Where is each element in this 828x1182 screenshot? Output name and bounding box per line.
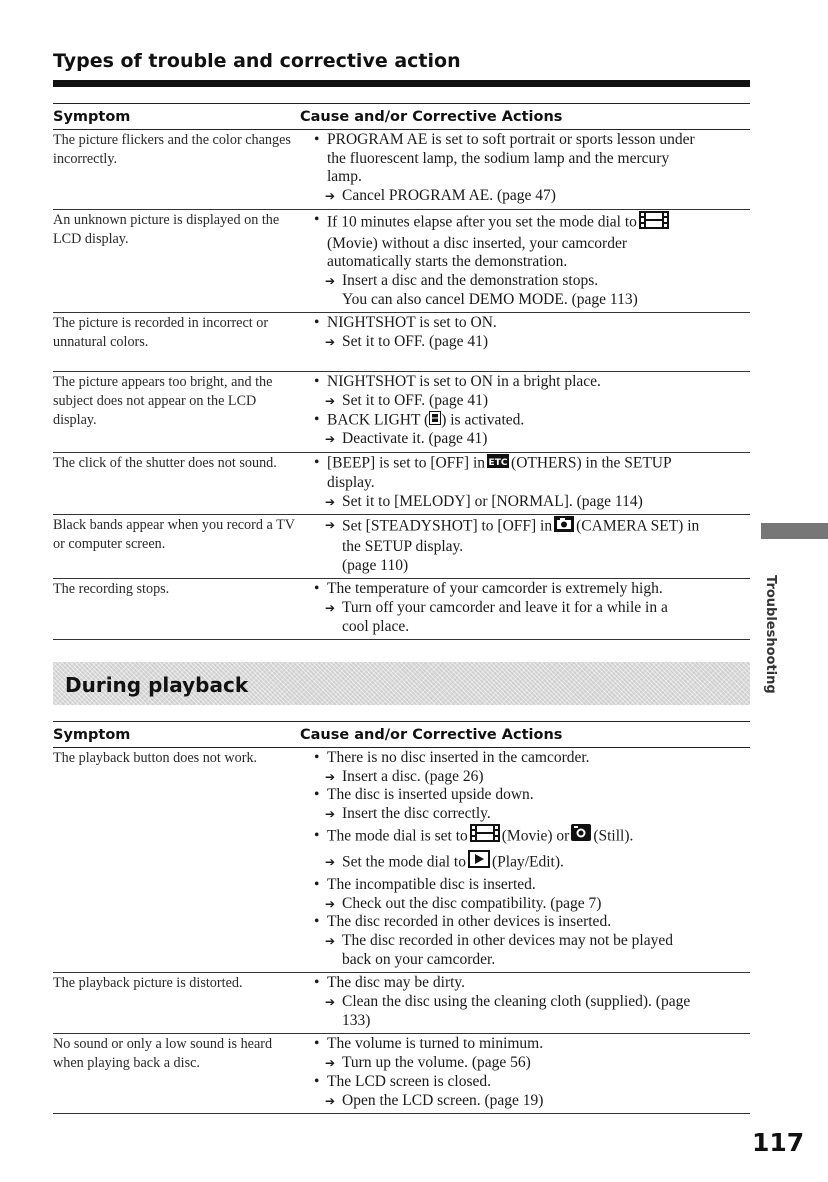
action-line bbox=[300, 850, 750, 876]
cause-text: (OTHERS) in the SETUP bbox=[511, 454, 672, 472]
cause-cell bbox=[300, 579, 750, 640]
symptom-cell: The recording stops. bbox=[53, 579, 300, 640]
table-row bbox=[53, 1034, 750, 1114]
cause-line: lamp. bbox=[327, 168, 362, 186]
action-line: ➔ Insert a disc and the demonstration stops. bbox=[300, 272, 750, 291]
cause-text: The mode dial is set to bbox=[327, 827, 468, 845]
action-line: ➔ Deactivate it. (page 41) bbox=[300, 430, 750, 449]
action-line: ➔ Turn off your camcorder and leave it for a while in a bbox=[300, 599, 750, 618]
cause-line: • NIGHTSHOT is set to ON in a bright place. bbox=[300, 373, 750, 392]
cause-line bbox=[300, 411, 750, 431]
symptom-cell: No sound or only a low sound is heard when playing back a disc. bbox=[53, 1034, 300, 1114]
action-line: the SETUP display. bbox=[342, 537, 464, 555]
cause-text: BACK LIGHT ( bbox=[327, 411, 430, 429]
table-row bbox=[53, 453, 750, 515]
cause-cell bbox=[300, 209, 750, 313]
symptom-cell: The picture appears too bright, and the subject does not appear on the LCD display. bbox=[53, 372, 300, 453]
etc-menu-icon bbox=[487, 454, 509, 474]
symptom-header: Symptom bbox=[53, 722, 300, 748]
page-title: Types of trouble and corrective action bbox=[53, 50, 461, 72]
action-line: ➔ Set it to OFF. (page 41) bbox=[300, 392, 750, 411]
camera-set-icon bbox=[554, 516, 574, 538]
action-line: back on your camcorder. bbox=[342, 950, 496, 968]
table-row bbox=[53, 579, 750, 640]
cause-line: • The temperature of your camcorder is extremely high. bbox=[300, 580, 750, 599]
symptom-cell: The click of the shutter does not sound. bbox=[53, 453, 300, 515]
cause-text: [BEEP] is set to [OFF] in bbox=[327, 454, 486, 472]
symptom-cell: Black bands appear when you record a TV or computer screen. bbox=[53, 515, 300, 579]
action-line: ➔ Insert a disc. (page 26) bbox=[300, 768, 750, 787]
action-text: Set the mode dial to bbox=[342, 853, 466, 871]
action-line: You can also cancel DEMO MODE. (page 113) bbox=[342, 290, 638, 308]
camera-icon bbox=[571, 824, 591, 849]
table-row bbox=[53, 130, 750, 210]
heading-rule bbox=[53, 80, 750, 87]
cause-text: If 10 minutes elapse after you set the mode dial to bbox=[327, 213, 637, 231]
cause-cell bbox=[300, 453, 750, 515]
cause-line: the fluorescent lamp, the sodium lamp and the mercury bbox=[327, 149, 670, 167]
page-number: 117 bbox=[752, 1128, 805, 1157]
action-line: (page 110) bbox=[342, 556, 409, 574]
action-line: ➔ The disc recorded in other devices may not be played bbox=[300, 932, 750, 951]
action-text: (CAMERA SET) in bbox=[576, 517, 700, 535]
cause-cell bbox=[300, 313, 750, 372]
cause-line: • PROGRAM AE is set to soft portrait or sports lesson under bbox=[300, 131, 750, 150]
cause-line: automatically starts the demonstration. bbox=[327, 253, 568, 271]
action-line: ➔ Set it to [MELODY] or [NORMAL]. (page 114) bbox=[300, 493, 750, 512]
symptom-cell: An unknown picture is displayed on the LCD display. bbox=[53, 209, 300, 313]
section-side-label: Troubleshooting bbox=[763, 575, 778, 694]
action-line: 133) bbox=[342, 1011, 371, 1029]
cause-line: • The volume is turned to minimum. bbox=[300, 1035, 750, 1054]
action-line: ➔ Cancel PROGRAM AE. (page 47) bbox=[300, 187, 750, 206]
symptom-cell: The picture is recorded in incorrect or unnatural colors. bbox=[53, 313, 300, 372]
cause-line: (Movie) without a disc inserted, your camcorder bbox=[327, 234, 628, 252]
film-icon bbox=[470, 824, 500, 850]
action-text: (Play/Edit). bbox=[491, 853, 564, 871]
action-line: ➔ Clean the disc using the cleaning cloth (supplied). (page bbox=[300, 993, 750, 1012]
symptom-header: Symptom bbox=[53, 104, 300, 130]
cause-line bbox=[300, 454, 750, 474]
trouble-table-recording bbox=[53, 103, 750, 640]
cause-cell bbox=[300, 130, 750, 210]
cause-line: • The disc recorded in other devices is inserted. bbox=[300, 913, 750, 932]
cause-text: (Still). bbox=[593, 827, 634, 845]
symptom-cell: The playback button does not work. bbox=[53, 748, 300, 973]
action-line: ➔ Turn up the volume. (page 56) bbox=[300, 1054, 750, 1073]
cause-cell bbox=[300, 748, 750, 973]
action-text: Set [STEADYSHOT] to [OFF] in bbox=[342, 517, 553, 535]
cause-header: Cause and/or Corrective Actions bbox=[300, 722, 750, 748]
section-tab-marker bbox=[761, 523, 828, 539]
backlight-icon bbox=[429, 411, 441, 431]
symptom-cell: The picture flickers and the color changes incorrectly. bbox=[53, 130, 300, 210]
table-row bbox=[53, 973, 750, 1034]
table-row bbox=[53, 313, 750, 372]
play-edit-icon bbox=[468, 850, 490, 876]
table-row bbox=[53, 372, 750, 453]
action-line: ➔ Open the LCD screen. (page 19) bbox=[300, 1092, 750, 1111]
svg-text:ETC: ETC bbox=[488, 458, 508, 469]
table-row bbox=[53, 209, 750, 313]
cause-cell bbox=[300, 1034, 750, 1114]
film-icon bbox=[639, 211, 669, 235]
action-line bbox=[300, 516, 750, 538]
cause-line: • There is no disc inserted in the camcorder. bbox=[300, 749, 750, 768]
action-line: ➔ Check out the disc compatibility. (page 7) bbox=[300, 895, 750, 914]
section-heading: During playback bbox=[65, 673, 249, 697]
cause-header: Cause and/or Corrective Actions bbox=[300, 104, 750, 130]
cause-text: (Movie) or bbox=[501, 827, 570, 845]
table-header-row bbox=[53, 104, 750, 130]
cause-line: • The LCD screen is closed. bbox=[300, 1073, 750, 1092]
table-header-row bbox=[53, 722, 750, 748]
action-line: ➔ Insert the disc correctly. bbox=[300, 805, 750, 824]
cause-cell bbox=[300, 515, 750, 579]
symptom-cell: The playback picture is distorted. bbox=[53, 973, 300, 1034]
cause-cell bbox=[300, 973, 750, 1034]
cause-line bbox=[300, 211, 750, 235]
action-line: cool place. bbox=[342, 617, 410, 635]
cause-line bbox=[300, 824, 750, 850]
cause-line: display. bbox=[327, 473, 375, 491]
cause-text: ) is activated. bbox=[441, 411, 525, 429]
cause-line: • The disc may be dirty. bbox=[300, 974, 750, 993]
action-line: ➔ Set it to OFF. (page 41) bbox=[300, 333, 750, 352]
cause-cell bbox=[300, 372, 750, 453]
cause-line: • NIGHTSHOT is set to ON. bbox=[300, 314, 750, 333]
table-row bbox=[53, 515, 750, 579]
trouble-table-playback bbox=[53, 721, 750, 1114]
table-row bbox=[53, 748, 750, 973]
cause-line: • The disc is inserted upside down. bbox=[300, 786, 750, 805]
cause-line: • The incompatible disc is inserted. bbox=[300, 876, 750, 895]
